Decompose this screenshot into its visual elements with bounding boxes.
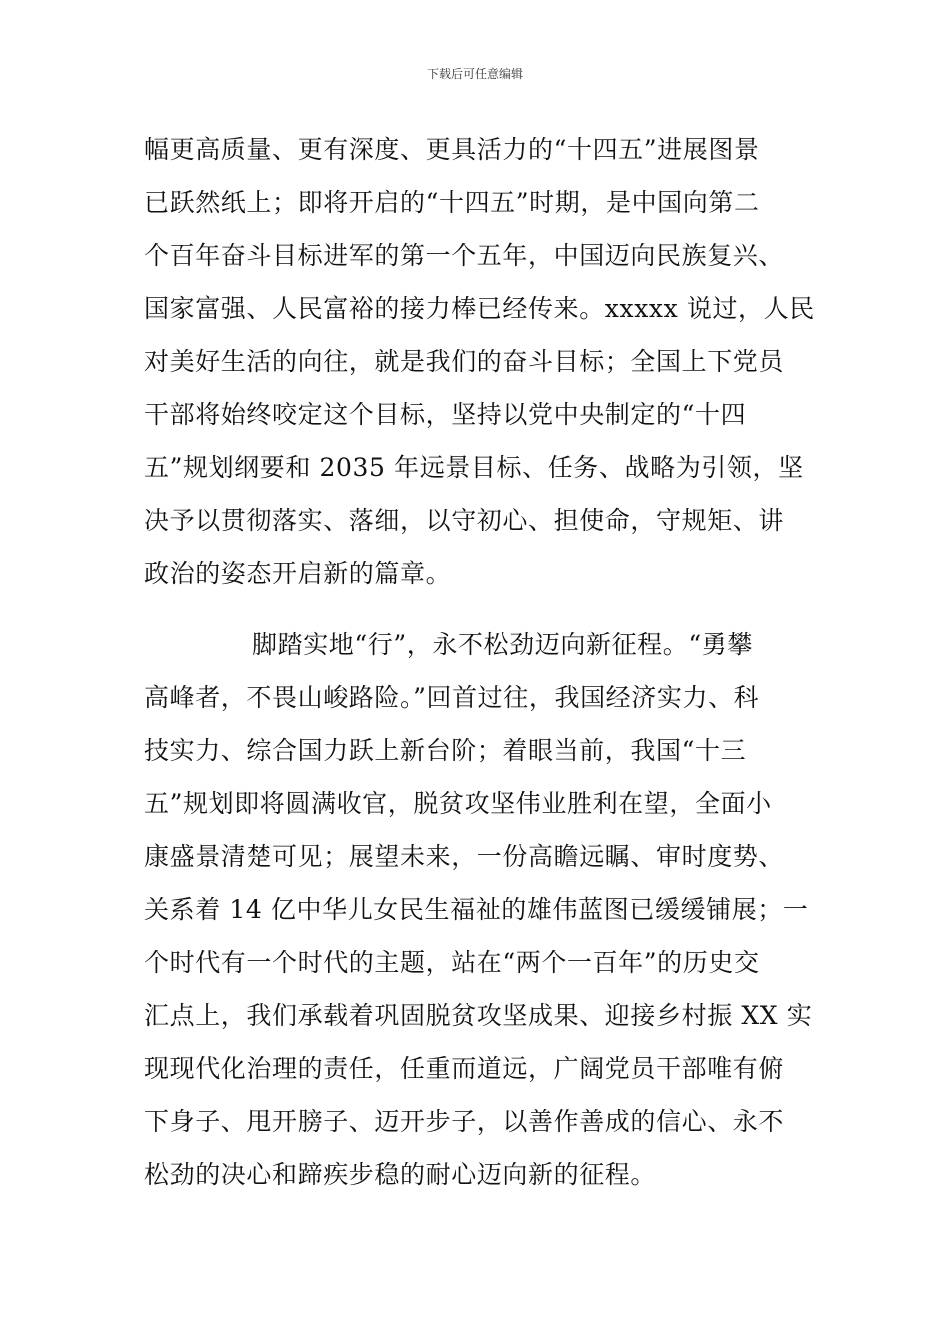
page-header: 下载后可任意编辑	[426, 67, 523, 81]
text-line: 决予以贯彻落实、落细，以守初心、担使命，守规矩、讲	[144, 506, 785, 535]
text-line: 干部将始终咬定这个目标，坚持以党中央制定的“十四	[144, 400, 747, 429]
text-line: 关系着 14 亿中华儿女民生福祉的雄伟蓝图已缓缓铺展；一	[144, 895, 809, 924]
text-line: 五”规划纲要和 2035 年远景目标、任务、战略为引领，坚	[144, 453, 804, 482]
text-line: 松劲的决心和蹄疾步稳的耐心迈向新的征程。	[144, 1160, 657, 1189]
text-line: 个时代有一个时代的主题，站在“两个一百年”的历史交	[144, 948, 760, 977]
text-line: 高峰者，不畏山峻路险。”回首过往，我国经济实力、科	[144, 683, 760, 712]
text-line: 对美好生活的向往，就是我们的奋斗目标；全国上下党员	[144, 347, 785, 376]
text-line: 技实力、综合国力跃上新台阶；着眼当前，我国“十三	[144, 736, 747, 765]
text-line: 国家富强、人民富裕的接力棒已经传来。xxxxx 说过，人民	[144, 294, 815, 323]
text-line: 五”规划即将圆满收官，脱贫攻坚伟业胜利在望，全面小	[144, 789, 772, 818]
text-line: 汇点上，我们承载着巩固脱贫攻坚成果、迎接乡村振 XX 实	[144, 1001, 813, 1030]
text-line: 已跃然纸上；即将开启的“十四五”时期，是中国向第二	[144, 188, 760, 217]
text-line: 康盛景清楚可见；展望未来，一份高瞻远瞩、审时度势、	[144, 842, 785, 871]
text-line: 幅更高质量、更有深度、更具活力的“十四五”进展图景	[144, 135, 760, 164]
text-line: 下身子、甩开膀子、迈开步子，以善作善成的信心、永不	[144, 1107, 785, 1136]
text-line: 脚踏实地“行”，永不松劲迈向新征程。“勇攀	[252, 630, 753, 659]
text-line: 现现代化治理的责任，任重而道远，广阔党员干部唯有俯	[144, 1054, 785, 1083]
text-line: 个百年奋斗目标进军的第一个五年，中国迈向民族复兴、	[144, 241, 785, 270]
text-line: 政治的姿态开启新的篇章。	[144, 559, 452, 588]
